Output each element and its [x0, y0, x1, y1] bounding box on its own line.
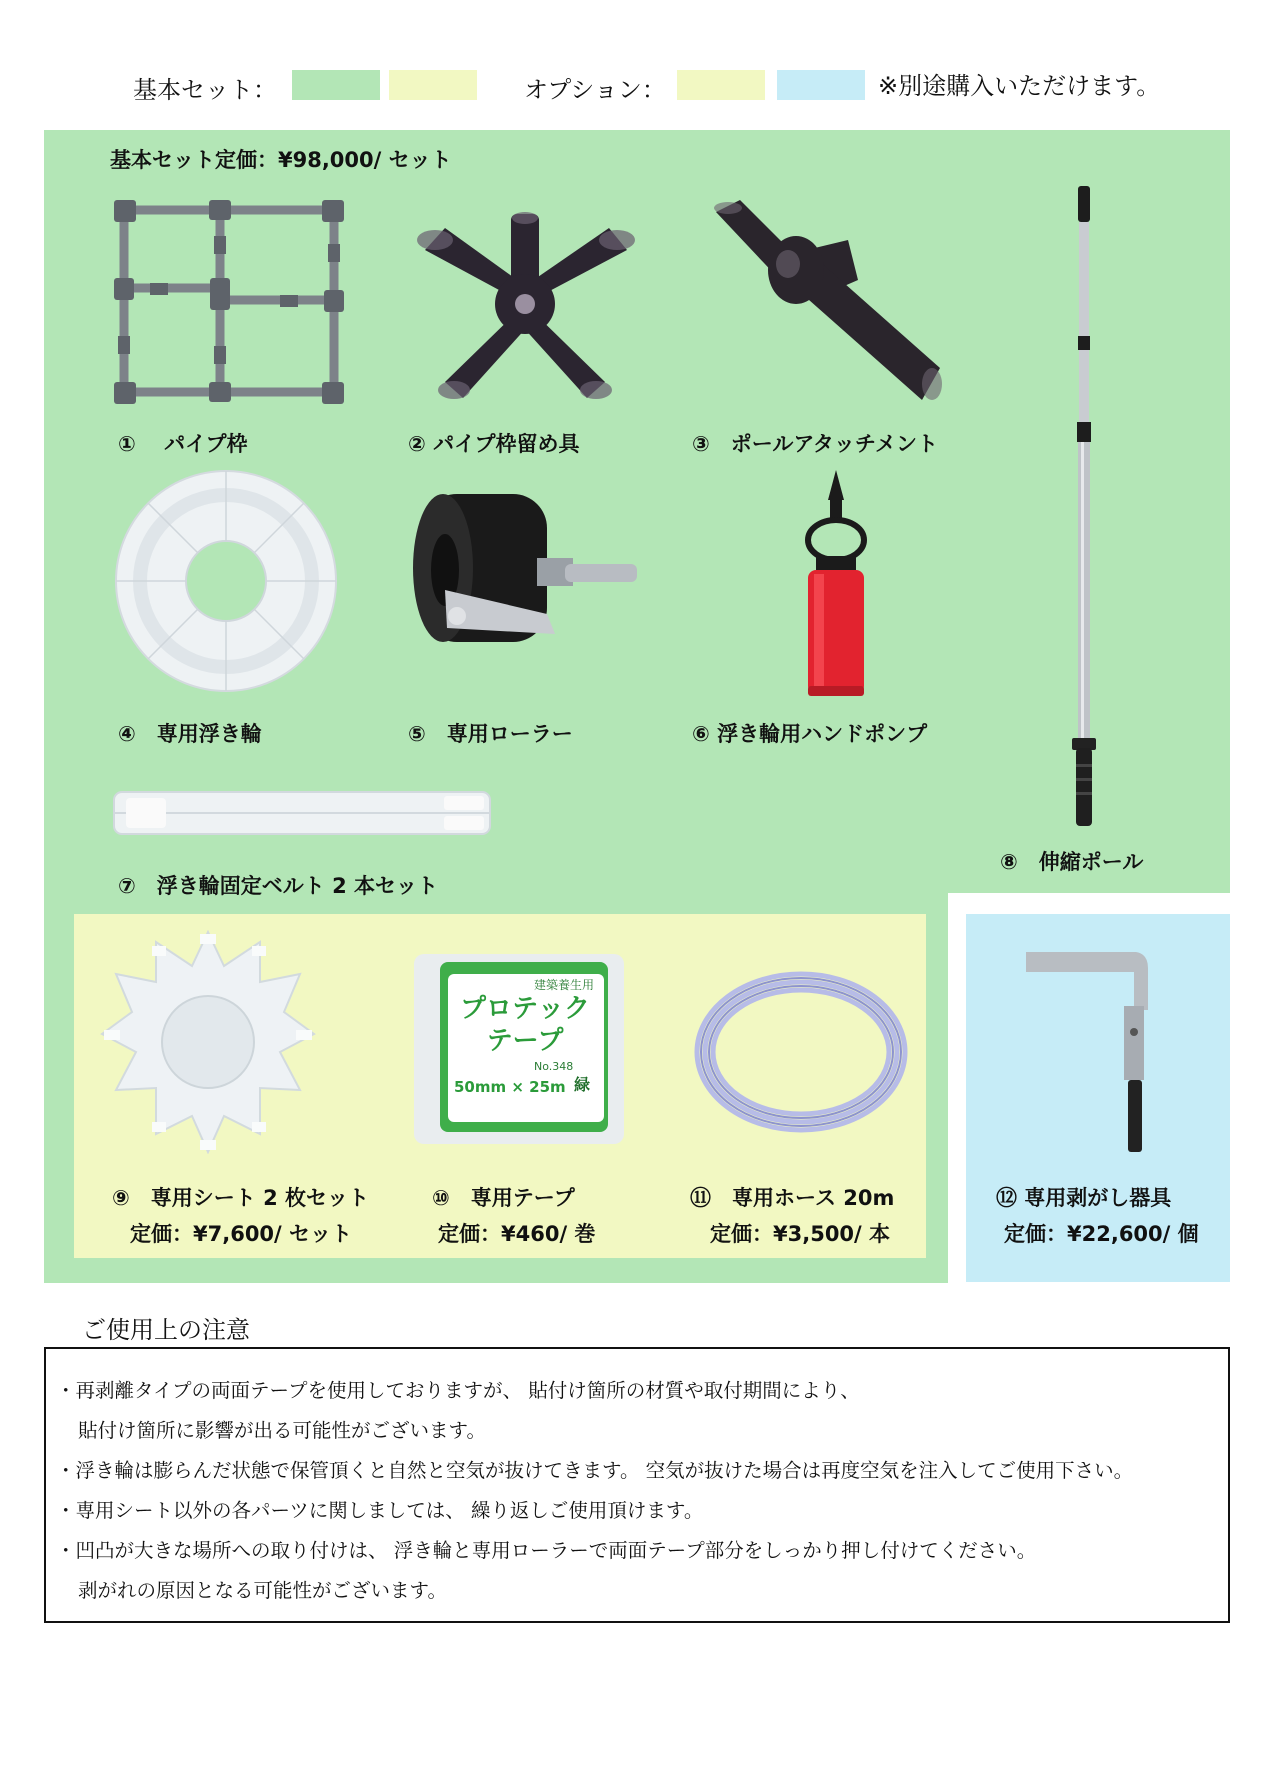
- notice-line: ・再剥離タイプの両面テープを使用しておりますが、 貼付け箇所の材質や取付期間により、: [56, 1379, 860, 1402]
- legend-basic-label: 基本セット：: [133, 76, 277, 104]
- notice-line: ・浮き輪は膨らんだ状態で保管頂くと自然と空気が抜けてきます。 空気が抜けた場合は再度空気を注入してご使用下さい。: [56, 1459, 1134, 1482]
- item-12-label: ⑫ 専用剥がし器具: [996, 1186, 1172, 1210]
- item-3-label: ③ ポールアタッチメント: [692, 432, 939, 456]
- item-1-label: ① パイプ枠: [118, 432, 248, 456]
- telescopic-pole-image: [1060, 186, 1108, 834]
- pipe-joint-image: [405, 206, 645, 406]
- item-9-label: ⑨ 専用シート 2 枚セット: [112, 1186, 370, 1210]
- legend-swatch-yellow-basic: [389, 70, 477, 100]
- item-2-label: ② パイプ枠留め具: [408, 432, 580, 456]
- tape-brand-1: プロテック: [459, 994, 590, 1024]
- item-10-price: 定価：¥460/ 巻: [438, 1222, 596, 1246]
- item-9-price: 定価：¥7,600/ セット: [130, 1222, 353, 1246]
- notice-line: ・凹凸が大きな場所への取り付けは、 浮き輪と専用ローラーで両面テープ部分をしっかり押し付けてください。: [56, 1539, 1037, 1562]
- item-6-label: ⑥ 浮き輪用ハンドポンプ: [692, 722, 928, 746]
- legend-option-label: オプション：: [524, 76, 666, 104]
- legend: [0, 62, 1276, 102]
- item-10-label: ⑩ 専用テープ: [432, 1186, 575, 1210]
- item-12-price: 定価：¥22,600/ 個: [1004, 1222, 1199, 1246]
- hand-pump-image: [800, 470, 872, 702]
- legend-swatch-yellow-option: [677, 70, 765, 100]
- item-11-price: 定価：¥3,500/ 本: [710, 1222, 891, 1246]
- item-8-label: ⑧ 伸縮ポール: [1000, 850, 1144, 874]
- notice-line: 剥がれの原因となる可能性がございます。: [78, 1579, 447, 1602]
- tape-code: No.348: [534, 1060, 574, 1073]
- item-7-label: ⑦ 浮き輪固定ベルト 2 本セット: [118, 874, 439, 898]
- notice-title: ご使用上の注意: [82, 1316, 250, 1344]
- item-11-label: ⑪ 専用ホース 20m: [690, 1186, 895, 1210]
- hose-image: [692, 968, 910, 1140]
- item-5-label: ⑤ 専用ローラー: [408, 722, 573, 746]
- legend-swatch-blue: [777, 70, 865, 100]
- notice-line: ・専用シート以外の各パーツに関しましては、 繰り返しご使用頂けます。: [56, 1499, 704, 1522]
- peeling-tool-image: [1024, 950, 1154, 1158]
- legend-swatch-green: [292, 70, 380, 100]
- item-4-label: ④ 専用浮き輪: [118, 722, 262, 746]
- roller-image: [405, 490, 639, 656]
- sheet-image: [100, 930, 316, 1158]
- legend-note: ※別途購入いただけます。: [878, 72, 1161, 100]
- tape-image: [414, 954, 624, 1144]
- pole-attachment-image: [708, 200, 952, 414]
- tape-brand-2: テープ: [486, 1026, 564, 1056]
- pipe-frame-image: [110, 196, 346, 410]
- tape-color-mark: 緑: [574, 1075, 591, 1094]
- tape-top-text: 建築養生用: [533, 978, 594, 992]
- tape-size: 50mm × 25m: [454, 1078, 566, 1096]
- fixing-belt-image: [112, 790, 492, 840]
- float-ring-image: [104, 466, 348, 700]
- basic-set-price: 基本セット定価：¥98,000/ セット: [110, 148, 452, 172]
- notice-box: [44, 1347, 1230, 1623]
- notice-line: 貼付け箇所に影響が出る可能性がございます。: [78, 1419, 486, 1442]
